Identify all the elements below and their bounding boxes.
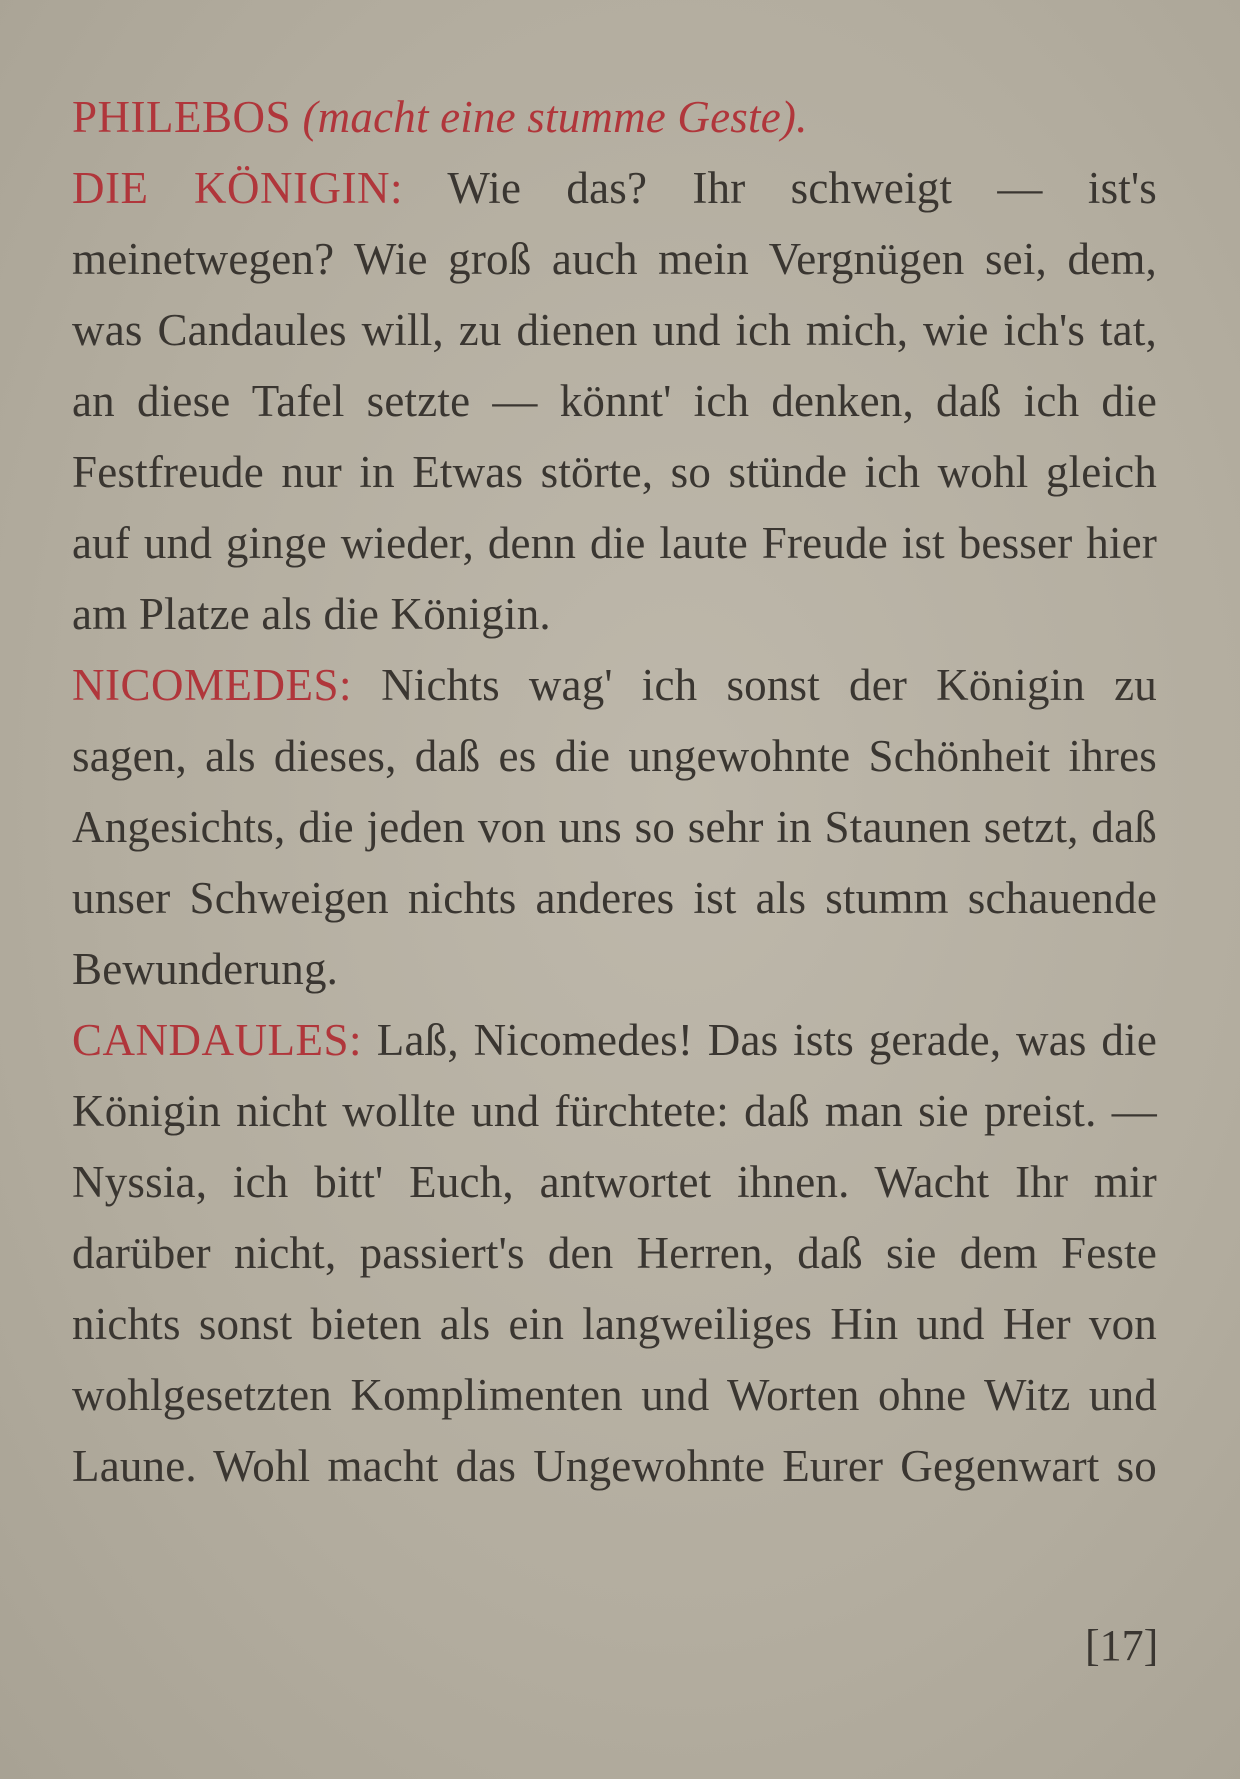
dialogue-paragraph-nicomedes bbox=[72, 650, 1157, 1005]
speaker-name: CANDAULES: bbox=[72, 1015, 363, 1065]
speaker-name: NICOMEDES: bbox=[72, 660, 353, 710]
speaker-name: DIE KÖNIGIN: bbox=[72, 163, 403, 213]
speech-text: Wie das? Ihr schweigt — ist's meinetwegen? Wie groß auch mein Vergnügen sei, dem, was Candaules will, zu dienen und ich mich, wie ich's tat, an diese Tafel setzte — könnt' ich denken, daß ich die Festfreude nur in Etwas störte, so stünde ich wohl gleich auf und ginge wieder, denn die laute Freude ist besser hier am Platze als die Königin. bbox=[72, 163, 1157, 639]
page-number: [17] bbox=[1085, 1621, 1159, 1670]
dialogue-paragraph-candaules bbox=[72, 1005, 1157, 1502]
dialogue-paragraph-koenigin bbox=[72, 153, 1157, 650]
speech-text: Nichts wag' ich sonst der Königin zu sagen, als dieses, daß es die ungewohnte Schönheit ihres Angesichts, die jeden von uns so sehr in Staunen setzt, daß unser Schweigen nichts anderes ist als stumm schauende Bewunderung. bbox=[72, 660, 1158, 994]
dialogue-paragraph-philebos bbox=[72, 82, 1157, 153]
speaker-name: PHILEBOS bbox=[72, 92, 292, 142]
dialogue-text bbox=[72, 82, 1157, 1502]
speech-text: Laß, Nicomedes! Das ists gerade, was die Königin nicht wollte und fürchtete: daß man sie preist. — Nyssia, ich bitt' Euch, antwortet ihnen. Wacht Ihr mir darüber nicht, passiert's den Herren, daß sie dem Feste nichts sonst bieten als ein langweiliges Hin und Her von wohlgesetzten Komplimenten und Worten ohne Witz und Laune. Wohl macht das Ungewohnte Eurer Gegenwart so bbox=[72, 1015, 1157, 1491]
stage-direction: (macht eine stumme Geste). bbox=[302, 92, 808, 142]
